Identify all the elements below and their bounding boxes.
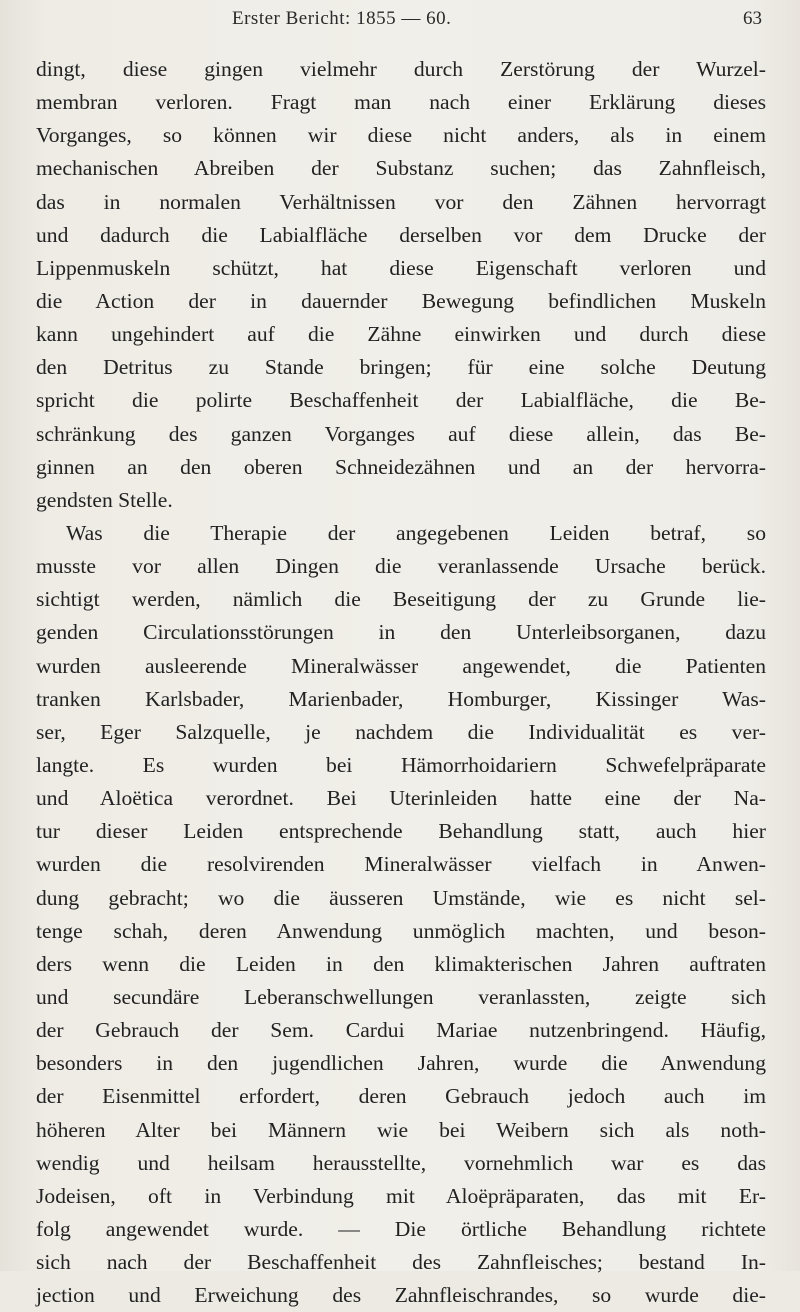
text-line: ginnen an den oberen Schneidezähnen und an der hervorra- bbox=[36, 454, 766, 479]
text-line: wurden ausleerende Mineralwässer angewendet, die Patienten bbox=[36, 653, 766, 678]
text-line: wendig und heilsam herausstellte, vornehmlich war es das bbox=[36, 1150, 766, 1175]
text-line: höheren Alter bei Männern wie bei Weibern sich als noth- bbox=[36, 1117, 766, 1142]
text-line: Jodeisen, oft in Verbindung mit Aloëpräparaten, das mit Er- bbox=[36, 1183, 766, 1208]
text-line: tenge schah, deren Anwendung unmöglich machten, und beson- bbox=[36, 918, 766, 943]
text-line: und secundäre Leberanschwellungen veranlassten, zeigte sich bbox=[36, 984, 766, 1009]
text-line: langte. Es wurden bei Hämorrhoidariern Schwefelpräparate bbox=[36, 752, 766, 777]
text-line: genden Circulationsstörungen in den Unterleibsorganen, dazu bbox=[36, 620, 766, 645]
running-title: Erster Bericht: 1855 — 60. bbox=[232, 8, 452, 29]
text-line: ders wenn die Leiden in den klimakterischen Jahren auftraten bbox=[36, 951, 766, 976]
text-line: wurden die resolvirenden Mineralwässer vielfach in Anwen- bbox=[36, 852, 766, 877]
text-line: musste vor allen Dingen die veranlassende Ursache berück. bbox=[36, 554, 766, 579]
text-line: spricht die polirte Beschaffenheit der Labialfläche, die Be- bbox=[36, 388, 766, 413]
text-line: das in normalen Verhältnissen vor den Zähnen hervorragt bbox=[36, 189, 766, 214]
text-line: und Aloëtica verordnet. Bei Uterinleiden hatte eine der Na- bbox=[36, 786, 766, 811]
text-line: jection und Erweichung des Zahnfleischrandes, so wurde die- bbox=[36, 1283, 766, 1308]
paragraph-start-line: Was die Therapie der angegebenen Leiden betraf, so bbox=[66, 520, 766, 545]
text-line: den Detritus zu Stande bringen; für eine solche Deutung bbox=[36, 355, 766, 380]
text-line: folg angewendet wurde. — Die örtliche Behandlung richtete bbox=[36, 1216, 766, 1241]
running-head bbox=[0, 8, 800, 36]
text-line: besonders in den jugendlichen Jahren, wurde die Anwendung bbox=[36, 1051, 766, 1076]
text-line: membran verloren. Fragt man nach einer Erklärung dieses bbox=[36, 90, 766, 115]
text-line: sich nach der Beschaffenheit des Zahnfleisches; bestand In- bbox=[36, 1250, 766, 1275]
text-line: kann ungehindert auf die Zähne einwirken und durch diese bbox=[36, 322, 766, 347]
text-line: der Gebrauch der Sem. Cardui Mariae nutzenbringend. Häufig, bbox=[36, 1018, 766, 1043]
body-text bbox=[36, 53, 766, 1312]
text-line: Vorganges, so können wir diese nicht anders, als in einem bbox=[36, 123, 766, 148]
page-number: 63 bbox=[743, 8, 762, 29]
text-line: die Action der in dauernder Bewegung befindlichen Muskeln bbox=[36, 288, 766, 313]
text-line: mechanischen Abreiben der Substanz suchen; das Zahnfleisch, bbox=[36, 156, 766, 181]
text-line: dingt, diese gingen vielmehr durch Zerstörung der Wurzel- bbox=[36, 57, 766, 81]
text-line: Lippenmuskeln schützt, hat diese Eigenschaft verloren und bbox=[36, 255, 766, 280]
text-line: tranken Karlsbader, Marienbader, Homburger, Kissinger Was- bbox=[36, 686, 766, 711]
text-line: ser, Eger Salzquelle, je nachdem die Individualität es ver- bbox=[36, 719, 766, 744]
text-line: der Eisenmittel erfordert, deren Gebrauch jedoch auch im bbox=[36, 1084, 766, 1109]
text-line: tur dieser Leiden entsprechende Behandlung statt, auch hier bbox=[36, 819, 766, 844]
text-line: dung gebracht; wo die äusseren Umstände, wie es nicht sel- bbox=[36, 885, 766, 910]
text-line: sichtigt werden, nämlich die Beseitigung der zu Grunde lie- bbox=[36, 587, 766, 612]
text-line: schränkung des ganzen Vorganges auf diese allein, das Be- bbox=[36, 421, 766, 446]
paragraph-end-line: gendsten Stelle. bbox=[36, 487, 173, 512]
text-line: und dadurch die Labialfläche derselben vor dem Drucke der bbox=[36, 222, 766, 247]
